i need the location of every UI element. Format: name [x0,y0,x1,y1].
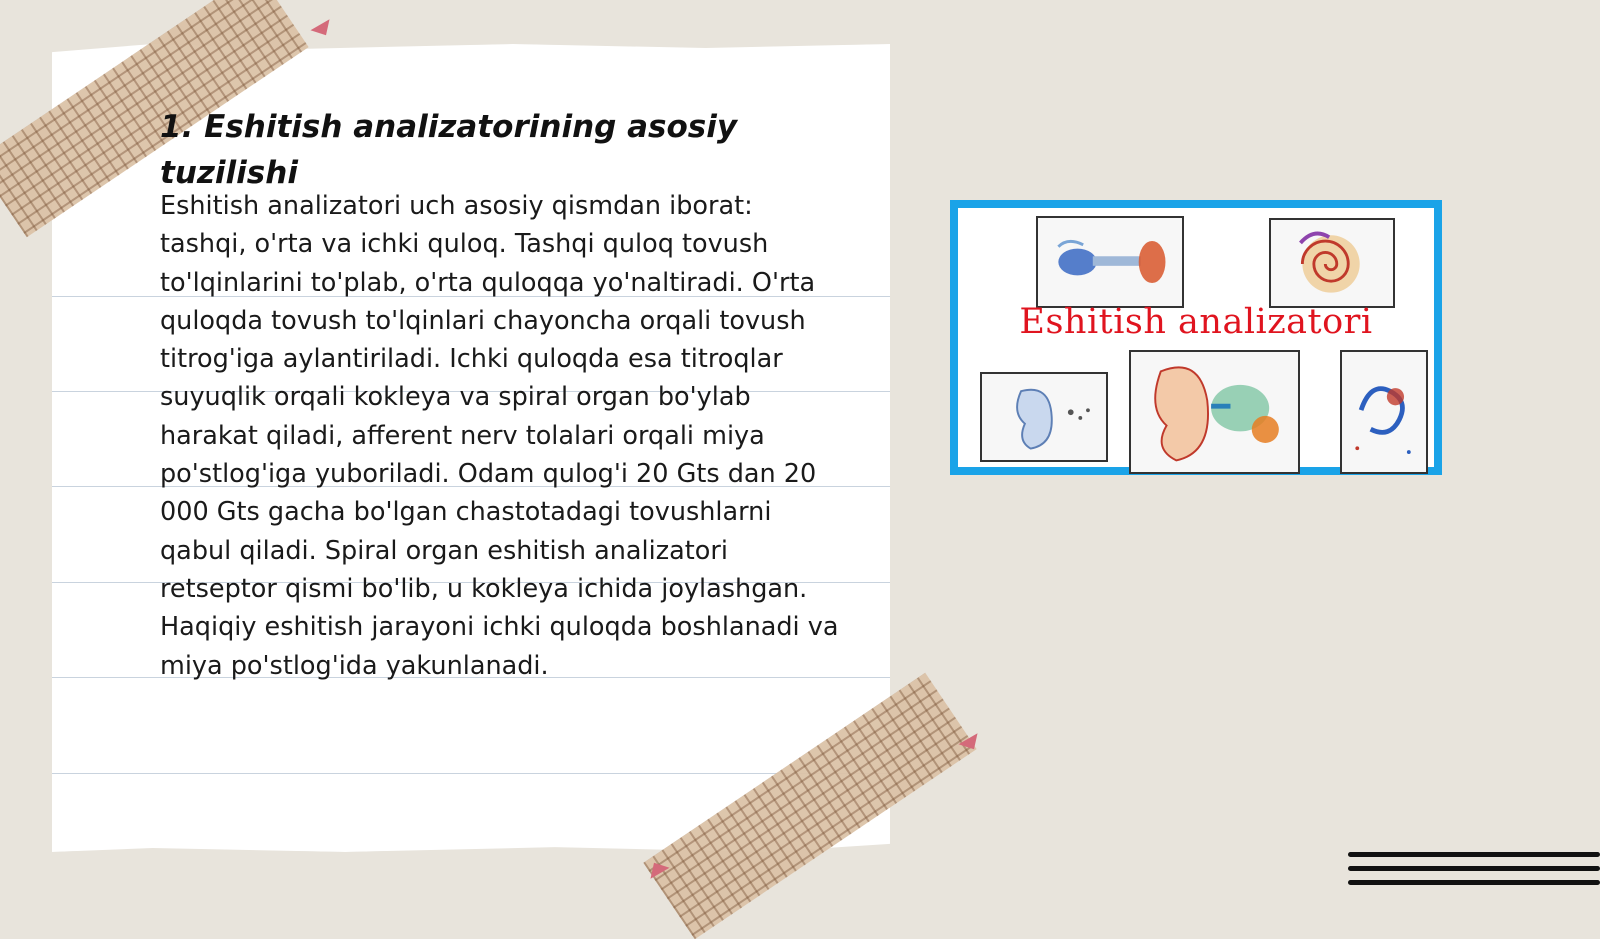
slide-body-text: Eshitish analizatori uch asosiy qismdan iborat: tashqi, o'rta va ichki quloq. Tashqi quloq tovush to'lqinlarini to'plab, o'rta quloqqa yo'naltiradi. O'rta quloqda tovush to'lqinlari chayoncha orqali tovush titrog'iga aylantiriladi. Ichki quloqda esa titroqlar suyuqlik orqali kokleya va spiral organ bo'ylab harakat qiladi, afferent nerv tolalari orqali miya po'stlog'iga yuboriladi. Odam qulog'i 20 Gts dan 20 000 Gts gacha bo'lgan chastotadagi tovushlarni qabul qiladi. Spiral organ eshitish analizatori retseptor qismi bo'lib, u kokleya ichida joylashgan. Haqiqiy eshitish jarayoni ichki quloqda boshlanadi va miya po'stlog'ida yakunlanadi. [160,191,839,681]
decorative-stroke [1348,852,1600,857]
ear-structure-illustration [1036,216,1184,308]
ear-anatomy-illustration [1129,350,1300,474]
tape-tip-top [310,19,335,40]
slide-heading: 1. Eshitish analizatorining asosiy tuzilishi [160,109,738,191]
paper-rule-line [52,773,890,774]
outer-ear-illustration [980,372,1108,462]
figure-caption: Eshitish analizatori [1019,302,1373,342]
ear-analyzer-figure [950,200,1442,475]
cochlea-illustration [1269,218,1395,308]
decorative-stroke [1348,866,1600,871]
decorative-stroke [1348,880,1600,885]
inner-ear-illustration [1340,350,1428,474]
